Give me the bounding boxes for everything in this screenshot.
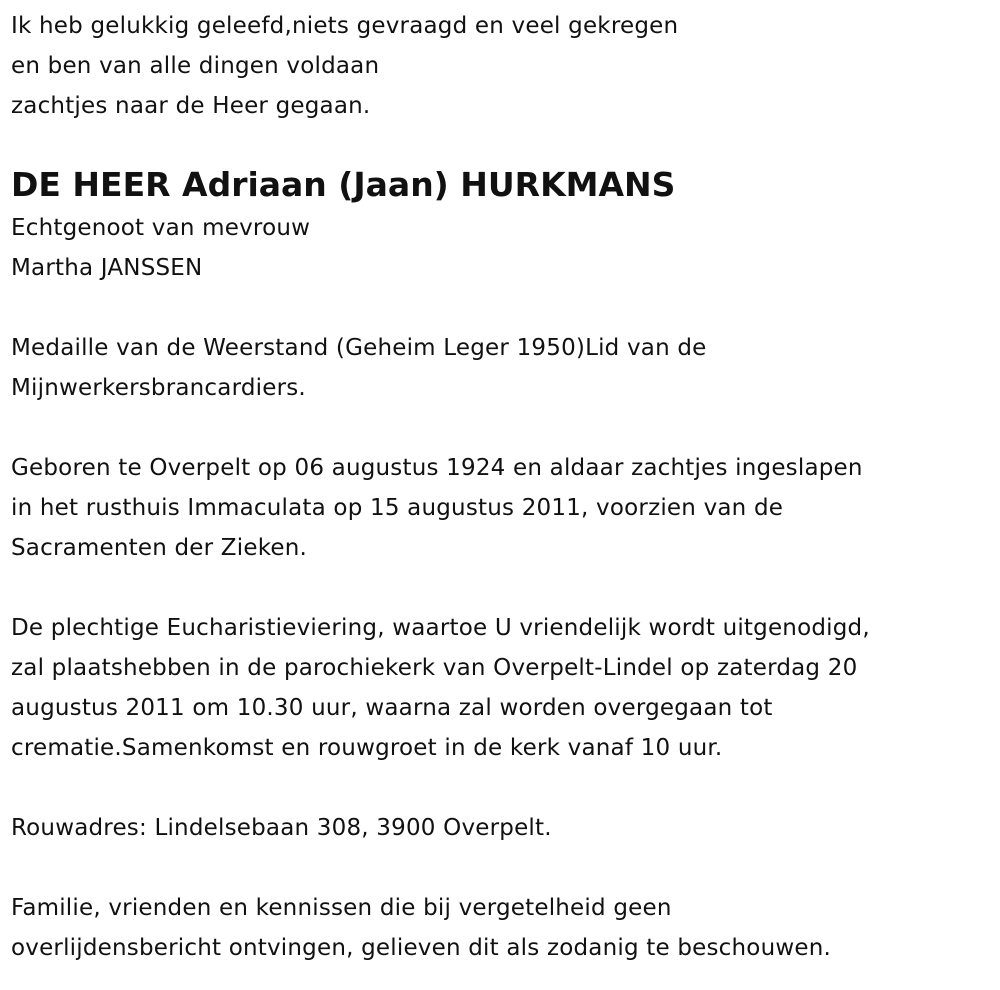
spouse-line: Echtgenoot van mevrouw (11, 215, 311, 241)
poem-line: Ik heb gelukkig geleefd,niets gevraagd en veel gekregen (11, 13, 679, 39)
honors-line: Mijnwerkersbrancardiers. (11, 375, 306, 401)
honors-line: Medaille van de Weerstand (Geheim Leger 1950)Lid van de (11, 335, 707, 361)
birth-death-line: in het rusthuis Immaculata op 15 augustus 2011, voorzien van de (11, 495, 784, 521)
service-line: crematie.Samenkomst en rouwgroet in de kerk vanaf 10 uur. (11, 735, 723, 761)
closing-line: Familie, vrienden en kennissen die bij vergetelheid geen (11, 895, 672, 921)
address-line: Rouwadres: Lindelsebaan 308, 3900 Overpelt. (11, 815, 552, 841)
closing-line: overlijdensbericht ontvingen, gelieven dit als zodanig te beschouwen. (11, 935, 831, 961)
service-line: augustus 2011 om 10.30 uur, waarna zal worden overgegaan tot (11, 695, 773, 721)
closing-note (11, 888, 1000, 968)
honors-info (11, 328, 1000, 408)
birth-death-line: Geboren te Overpelt op 06 augustus 1924 en aldaar zachtjes ingeslapen (11, 455, 863, 481)
poem-line: zachtjes naar de Heer gegaan. (11, 93, 371, 119)
spouse-info (11, 208, 1000, 288)
birth-death-info (11, 448, 1000, 568)
address-info (11, 808, 1000, 848)
poem-line: en ben van alle dingen voldaan (11, 53, 380, 79)
poem (11, 6, 1000, 126)
deceased-name-title: DE HEER Adriaan (Jaan) HURKMANS (11, 165, 676, 204)
spouse-line: Martha JANSSEN (11, 255, 203, 281)
service-info (11, 608, 1000, 768)
birth-death-line: Sacramenten der Zieken. (11, 535, 308, 561)
service-line: De plechtige Eucharistieviering, waartoe U vriendelijk wordt uitgenodigd, (11, 615, 870, 641)
service-line: zal plaatshebben in de parochiekerk van Overpelt-Lindel op zaterdag 20 (11, 655, 858, 681)
